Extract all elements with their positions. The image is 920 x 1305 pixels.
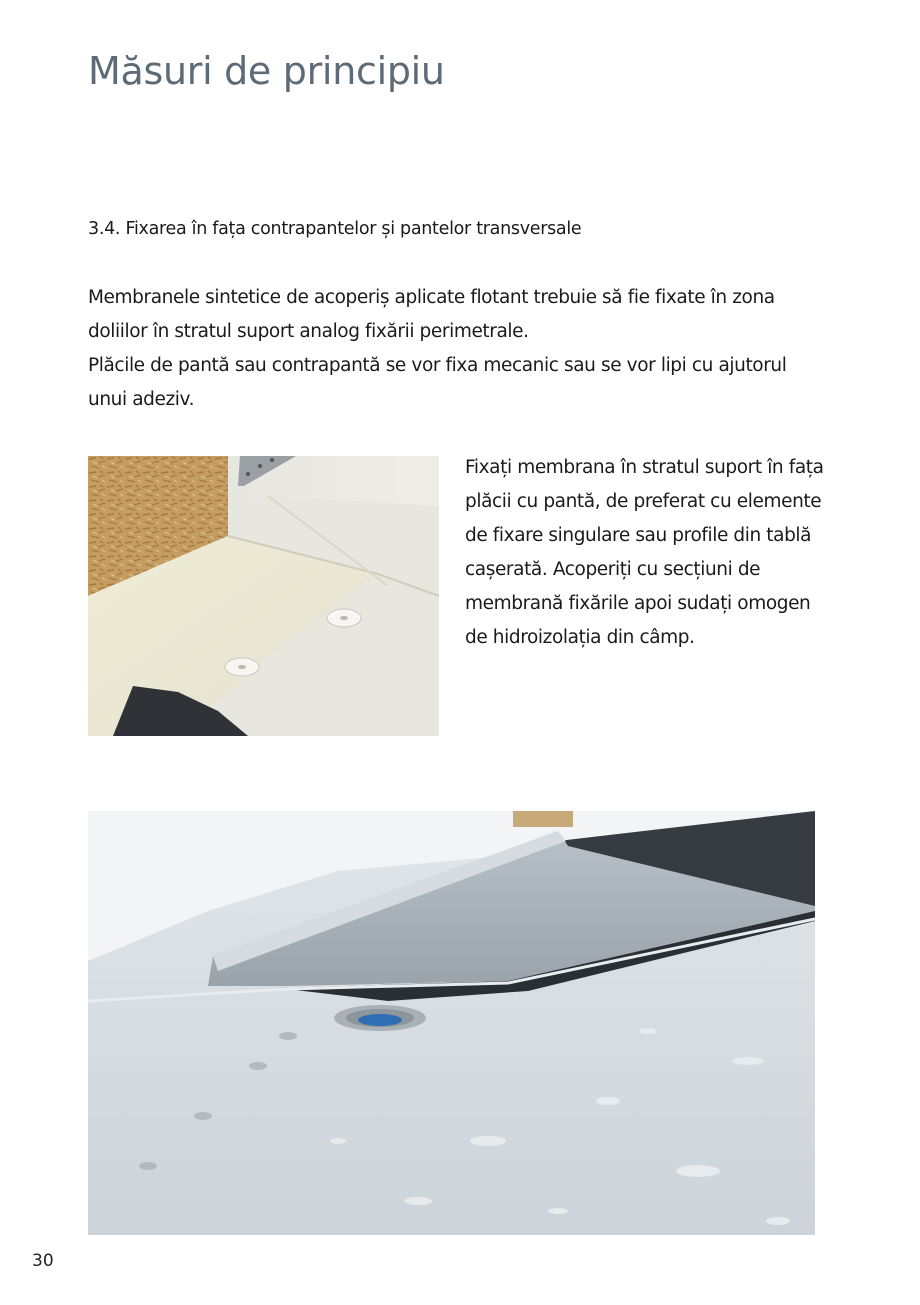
intro-text bbox=[88, 281, 818, 417]
page-number: 30 bbox=[32, 1251, 54, 1271]
photo-membrane-fastening bbox=[88, 456, 439, 736]
intro-paragraph: Membranele sintetice de acoperiș aplicate flotant trebuie să fie fixate în zona doliilor în stratul suport analog fixării perimetrale. bbox=[88, 287, 775, 342]
photo-roof-detail bbox=[88, 811, 815, 1235]
intro-paragraph: Plăcile de pantă sau contrapantă se vor fixa mecanic sau se vor lipi cu ajutorul unui adeziv. bbox=[88, 355, 787, 410]
section-heading: 3.4. Fixarea în fața contrapantelor și pantelor transversale bbox=[88, 219, 582, 239]
page-title: Măsuri de principiu bbox=[88, 49, 445, 93]
side-text: Fixați membrana în stratul suport în fața plăcii cu pantă, de preferat cu elemente de fixare singulare sau profile din tablă cașerată. Acoperiți cu secțiuni de membrană fixările apoi sudați omogen de hidroizolația din câmp. bbox=[465, 457, 824, 648]
